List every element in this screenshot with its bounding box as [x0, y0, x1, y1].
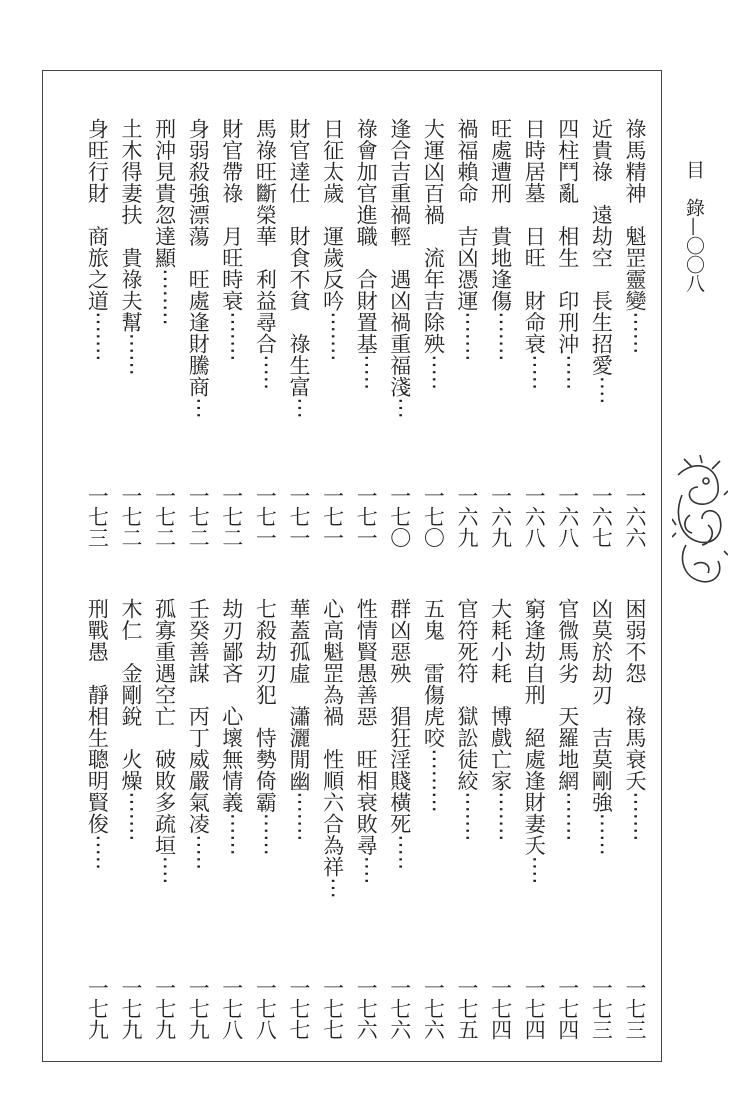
toc-entry[interactable] [485, 598, 517, 1040]
dragon-ornament-icon [672, 455, 728, 595]
toc-entry-page: 一七六 [354, 977, 379, 1040]
toc-entry-page: 一七三 [589, 977, 614, 1040]
toc-entry[interactable] [182, 598, 214, 1040]
toc-entry[interactable] [216, 598, 248, 1040]
toc-entry[interactable] [115, 598, 147, 1040]
toc-entry-title: 大運凶百禍 流年吉除殃‧‧‧‧‧ [421, 118, 446, 391]
toc-entry-page: 一六八 [522, 485, 547, 548]
toc-entry[interactable] [115, 118, 147, 548]
toc-entry[interactable] [518, 598, 550, 1040]
toc-entry-page: 一六九 [488, 485, 513, 548]
toc-entry-title: 財官帶祿 月旺時衰‧‧‧‧‧‧‧ [219, 118, 244, 362]
toc-entry-title: 性情賢愚善惡 旺相衰敗尋‧‧‧‧ [354, 598, 379, 885]
toc-entry[interactable] [451, 118, 483, 548]
toc-entry-title: 凶莫於劫刃 吉莫剛強‧‧‧‧‧‧ [589, 598, 614, 857]
toc-entry-page: 一七〇 [387, 485, 412, 548]
toc-entry[interactable] [417, 118, 449, 548]
toc-entry-title: 群凶惡殃 猖狂淫賤橫死‧‧‧‧‧ [387, 598, 412, 871]
toc-entry[interactable] [552, 118, 584, 548]
toc-entry-title: 官微馬劣 天羅地網‧‧‧‧‧‧‧ [555, 598, 580, 842]
toc-entry-page: 一六七 [589, 485, 614, 548]
toc-entry-page: 一七九 [85, 977, 110, 1040]
toc-entry-title: 七殺劫刃犯 恃勢倚霸‧‧‧‧‧‧ [253, 598, 278, 857]
toc-entry-page: 一七四 [555, 977, 580, 1040]
toc-entry-title: 困弱不怨 祿馬衰夭‧‧‧‧‧‧‧ [623, 598, 647, 842]
toc-entry-title: 官符死符 獄訟徒絞‧‧‧‧‧‧‧ [455, 598, 479, 842]
toc-entry-title: 身旺行財 商旅之道‧‧‧‧‧‧‧ [85, 118, 110, 362]
toc-entry-title: 心高魁罡為禍 性順六合為祥‧‧‧ [320, 598, 345, 900]
toc-entry-title: 孤寡重遇空亡 破敗多疏垣‧‧‧‧ [152, 598, 177, 885]
header-dash: — [683, 217, 705, 236]
toc-entry-page: 一七九 [186, 977, 211, 1040]
running-header [678, 160, 710, 293]
toc-entry-page: 一七九 [119, 977, 143, 1040]
toc-entry-page: 一七三 [623, 977, 647, 1040]
toc-entry[interactable] [350, 118, 382, 548]
toc-entry-title: 近貴祿 遠劫空 長生招愛‧‧‧‧ [589, 118, 614, 405]
toc-entry[interactable] [417, 598, 449, 1040]
toc-entry[interactable] [283, 118, 315, 548]
toc-entry[interactable] [317, 598, 349, 1040]
toc-entry[interactable] [619, 118, 651, 548]
toc-entry[interactable] [518, 118, 550, 548]
toc-entry[interactable] [283, 598, 315, 1040]
toc-entry[interactable] [350, 598, 382, 1040]
toc-entry[interactable] [81, 598, 113, 1040]
toc-entry-page: 一七三 [85, 485, 110, 548]
toc-entry-page: 一七六 [421, 977, 446, 1040]
toc-entry-page: 一七一 [320, 485, 345, 548]
toc-entry-title: 逢合吉重禍輕 遇凶禍重福淺‧‧‧ [387, 118, 412, 420]
toc-entry[interactable] [585, 598, 617, 1040]
toc-entry-title: 四柱鬥亂 相生 印刑沖‧‧‧‧‧ [555, 118, 580, 391]
toc-entry-page: 一七五 [455, 977, 479, 1040]
toc-entry[interactable] [249, 598, 281, 1040]
toc-entry-page: 一七一 [253, 485, 278, 548]
page-number: 〇〇八 [683, 236, 705, 293]
toc-entry-title: 日時居墓 日旺 財命衰‧‧‧‧‧ [522, 118, 547, 391]
toc-entry-title: 身弱殺強漂蕩 旺處逢財騰商‧‧‧ [186, 118, 211, 420]
toc-entry-page: 一六六 [623, 485, 647, 548]
toc-entry-title: 刑沖見貴忽達顯‧‧‧‧‧‧‧‧ [152, 118, 177, 326]
toc-entry[interactable] [182, 118, 214, 548]
toc-entry-page: 一七二 [152, 485, 177, 548]
toc-entry-page: 一七四 [522, 977, 547, 1040]
toc-entry-page: 一七一 [354, 485, 379, 548]
toc-entry-title: 華蓋孤虛 瀟灑閒幽‧‧‧‧‧‧‧ [287, 598, 311, 842]
toc-entry[interactable] [81, 118, 113, 548]
toc-entry-title: 木仁 金剛銳 火燥‧‧‧‧‧‧‧ [119, 598, 143, 842]
toc-entry-page: 一七一 [287, 485, 311, 548]
toc-entry-title: 旺處遭刑 貴地逢傷‧‧‧‧‧‧‧ [488, 118, 513, 362]
toc-entry[interactable] [619, 598, 651, 1040]
section-title: 目 錄 [683, 160, 705, 217]
toc-entry[interactable] [552, 598, 584, 1040]
toc-entry-title: 劫刃鄙吝 心壞無情義‧‧‧‧‧‧ [219, 598, 244, 857]
toc-entry[interactable] [216, 118, 248, 548]
toc-entry-title: 窮逢劫自刑 絕處逢財妻夭‧‧‧‧ [522, 598, 547, 885]
toc-entry[interactable] [384, 598, 416, 1040]
toc-entry-title: 日征太歲 運歲反吟‧‧‧‧‧‧‧ [320, 118, 345, 362]
toc-entry[interactable] [149, 598, 181, 1040]
toc-entry-title: 財官達仕 財食不貧 祿生富‧‧‧ [287, 118, 311, 420]
toc-entry-page: 一七二 [119, 485, 143, 548]
toc-entry[interactable] [485, 118, 517, 548]
toc-entry-title: 五鬼 雷傷虎咬‧‧‧‧‧‧‧‧‧ [421, 598, 446, 814]
toc-entry-page: 一七四 [488, 977, 513, 1040]
toc-entry-title: 禍福賴命 吉凶憑運‧‧‧‧‧‧‧ [455, 118, 479, 362]
toc-entry[interactable] [149, 118, 181, 548]
toc-entry[interactable] [249, 118, 281, 548]
toc-entry[interactable] [585, 118, 617, 548]
toc-entry-page: 一七七 [287, 977, 311, 1040]
toc-entry-title: 祿馬精神 魁罡靈變‧‧‧‧‧‧ [623, 118, 647, 355]
toc-entry-page: 一六八 [555, 485, 580, 548]
toc-entry-title: 馬祿旺斷榮華 利益尋合‧‧‧‧‧ [253, 118, 278, 391]
toc-entry-page: 一七八 [219, 977, 244, 1040]
toc-entry-page: 一七六 [387, 977, 412, 1040]
toc-entry-title: 壬癸善謀 丙丁威嚴氣凌‧‧‧‧‧ [186, 598, 211, 871]
toc-entry-page: 一七七 [320, 977, 345, 1040]
toc-entry-title: 祿會加官進職 合財置基‧‧‧‧‧ [354, 118, 379, 391]
toc-entry-title: 刑戰愚 靜相生聰明賢俊‧‧‧‧‧ [85, 598, 110, 871]
toc-entry[interactable] [384, 118, 416, 548]
toc-entry-page: 一六九 [455, 485, 479, 548]
toc-entry-page: 一七二 [186, 485, 211, 548]
toc-entry[interactable] [451, 598, 483, 1040]
toc-entry-page: 一七八 [253, 977, 278, 1040]
toc-entry-page: 一七九 [152, 977, 177, 1040]
toc-entry-title: 土木得妻扶 貴祿夫幫‧‧‧‧‧‧ [119, 118, 143, 377]
toc-entry[interactable] [317, 118, 349, 548]
toc-entry-page: 一七〇 [421, 485, 446, 548]
toc-entry-page: 一七二 [219, 485, 244, 548]
toc-entry-title: 大耗小耗 博戲亡家‧‧‧‧‧‧‧ [488, 598, 513, 842]
